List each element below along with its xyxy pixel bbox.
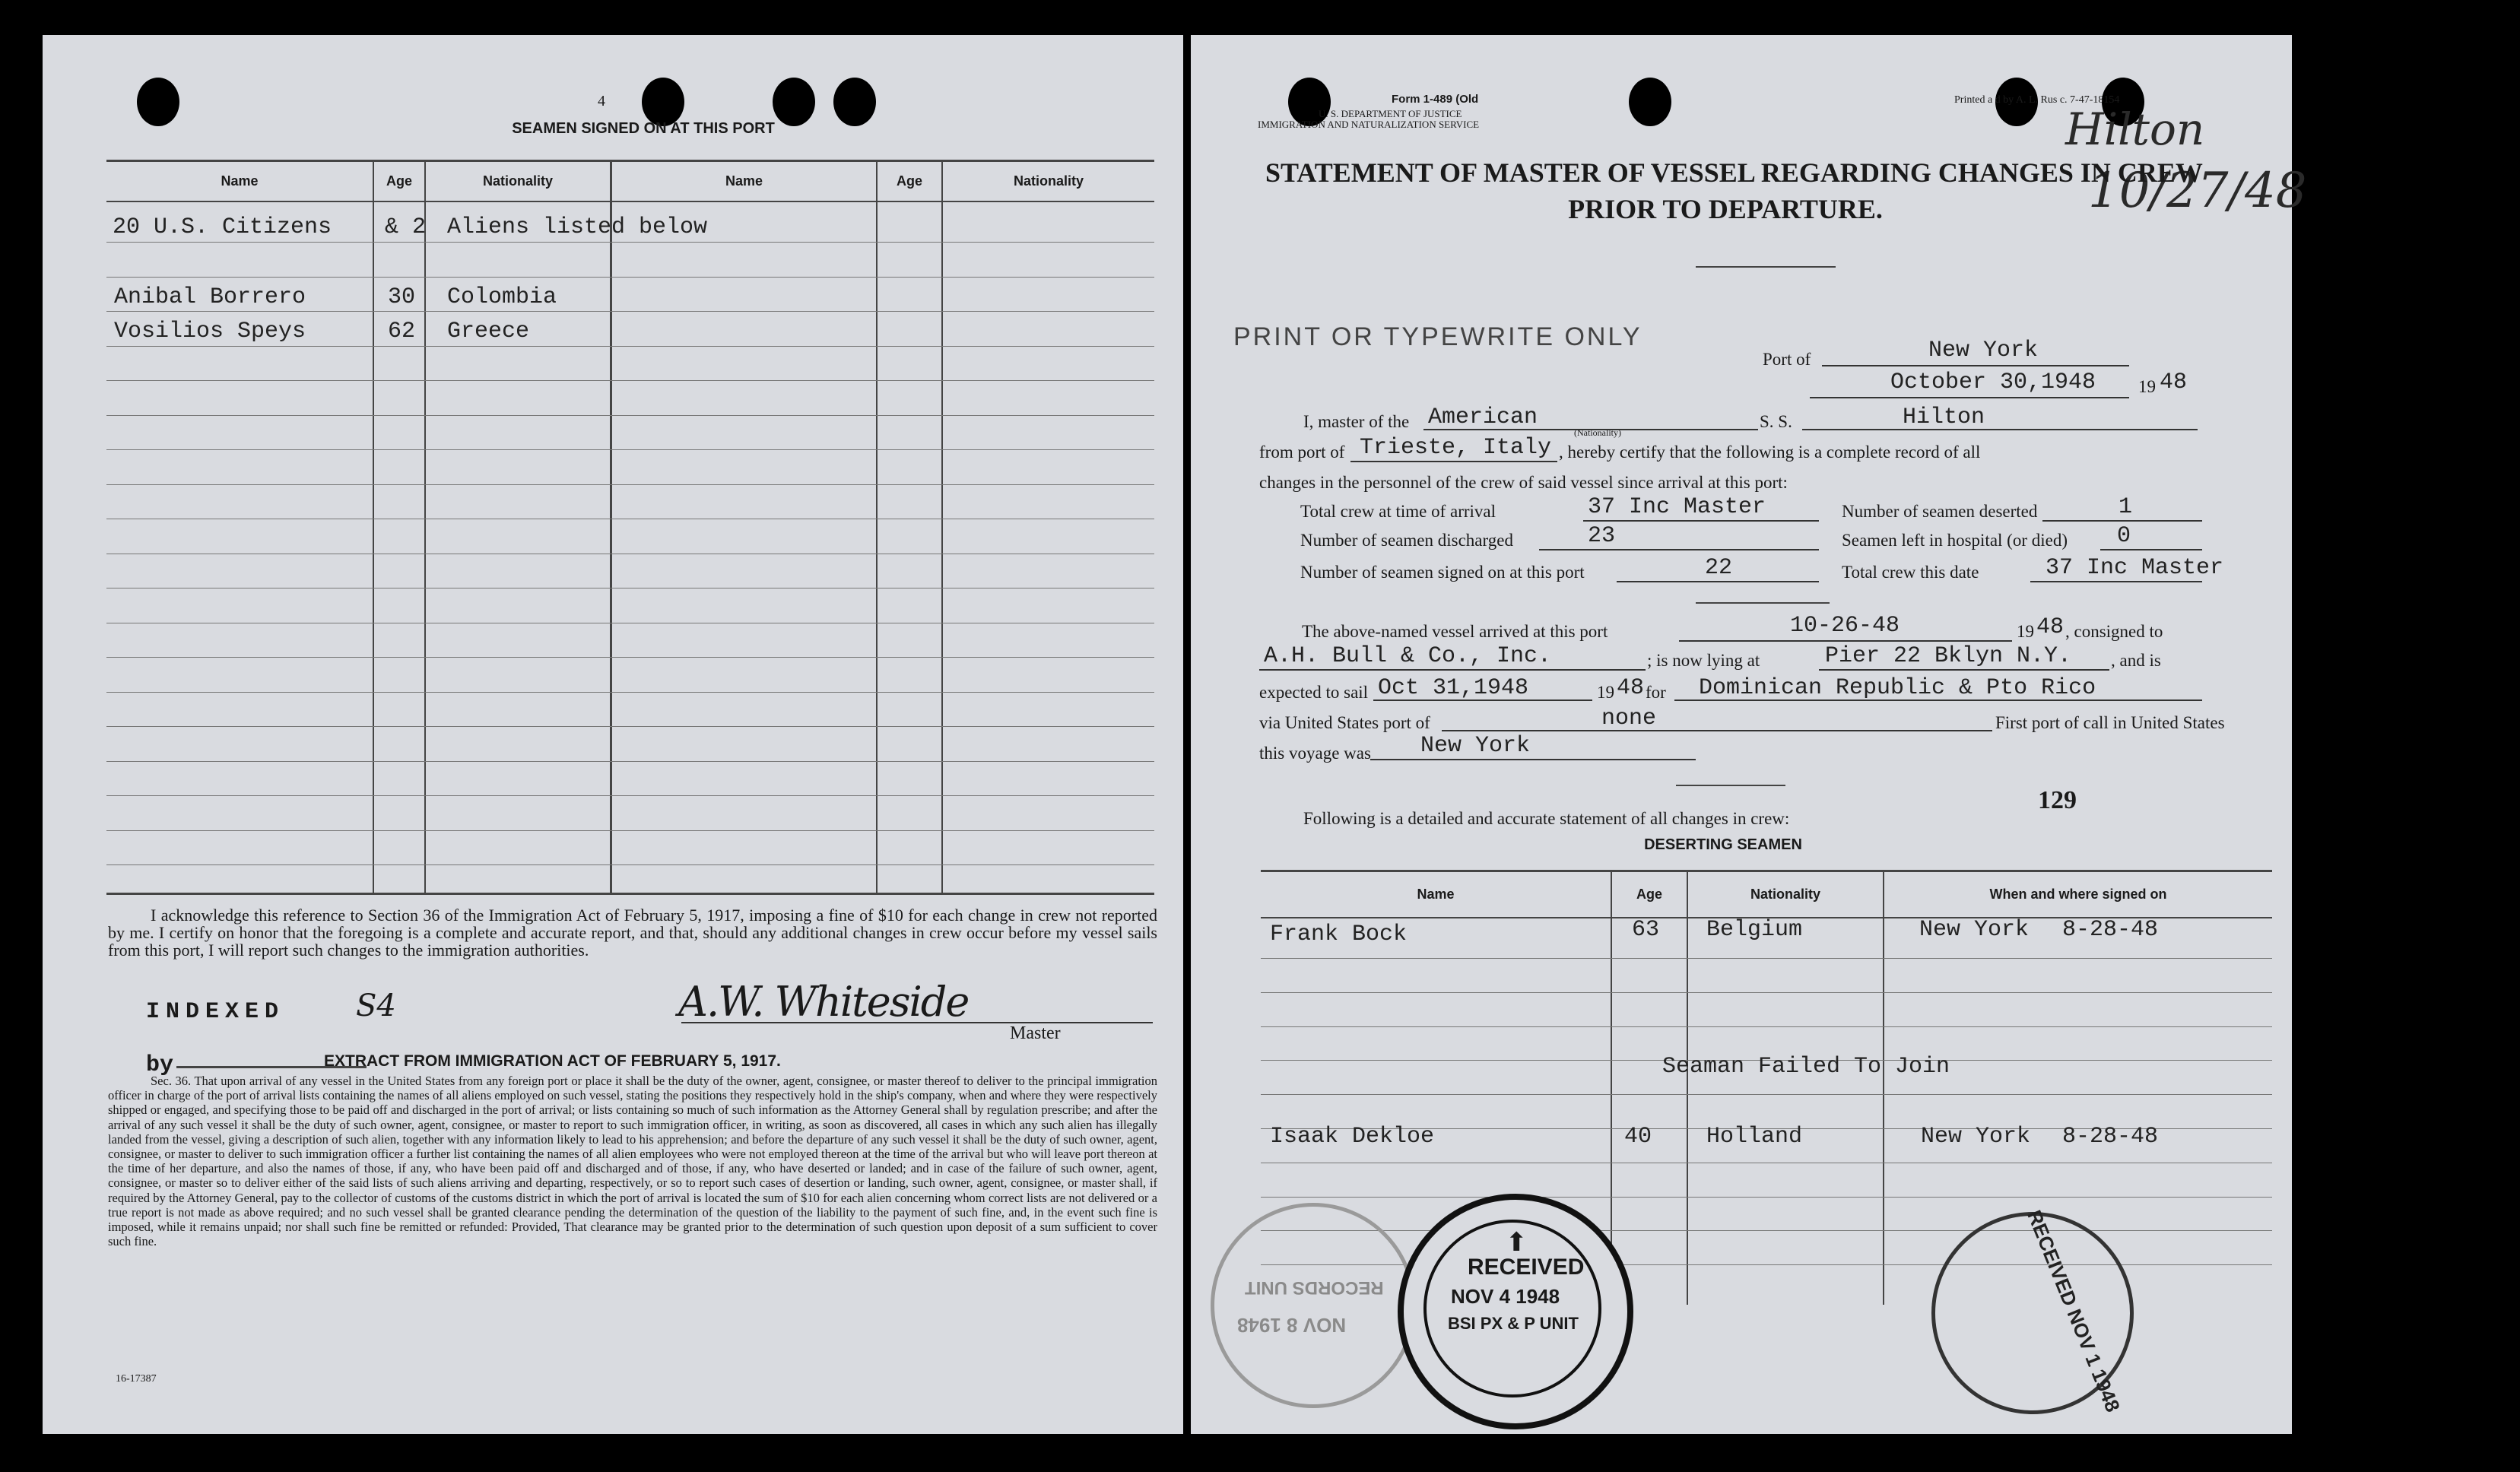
arrival-year-suffix: 48 — [2036, 614, 2065, 640]
extract-title: EXTRACT FROM IMMIGRATION ACT OF FEBRUARY 5, 1917. — [324, 1052, 781, 1070]
punch-hole — [833, 78, 876, 126]
expected-label: expected to sail — [1259, 683, 1369, 702]
punch-hole — [642, 78, 684, 126]
ship-name: Hilton — [1903, 404, 1985, 430]
consigned-label: , consigned to — [2065, 622, 2163, 641]
stamp-left-unit: RECORDS UNIT — [1245, 1277, 1384, 1298]
sail-year-suffix: 48 — [1617, 675, 1645, 701]
failed-when: 8-28-48 — [2062, 1124, 2159, 1150]
via-port: none — [1601, 706, 1657, 731]
total-date-label: Total crew this date — [1842, 563, 1979, 582]
page-title: SEAMEN SIGNED ON AT THIS PORT — [512, 120, 775, 137]
hospital-count: 0 — [2117, 523, 2131, 549]
table-rule — [106, 242, 1154, 243]
deserter-age: 63 — [1632, 917, 1660, 943]
total-crew-arrival-label: Total crew at time of arrival — [1300, 502, 1496, 521]
column-header: Name — [1417, 887, 1455, 902]
voyage-label: this voyage was — [1259, 744, 1371, 763]
discharged-count: 23 — [1588, 523, 1616, 549]
table-rule — [1261, 992, 2272, 993]
printer-note: Printed a d by A. L. Rus c. 7-47-18154 — [1954, 94, 2120, 106]
table-rule — [106, 795, 1154, 796]
page-number: 129 — [2038, 786, 2077, 814]
deserter-where: New York — [1919, 917, 2030, 943]
table-rule — [106, 864, 1154, 865]
extract-text: Sec. 36. That upon arrival of any vessel in the United States from any foreign port or place it shall be the duty of the owner, agent, consignee, or master thereof to deliver to the principal immigration officer in charge of the port of arrival lists containing the names of all aliens employed on such vessel, stating the positions they respectively hold in the ship's company, when and where they were respectively shipped or engaged, and specifying those to be paid off and discharged in the port of arrival; or lists containing so much of such information as the Attorney General shall by regulation prescribe; and after the arrival of any such vessel it shall be the duty of such owner, agent, consignee, or master to report to such immigration officer, in writing, as soon as discovered, all cases in which any such alien has illegally landed from the vessel, giving a description of such alien, together with any information likely to lead to his apprehension; and before the departure of any such vessel it shall be the duty of such owner, agent, consignee, or master to deliver to such immigration officer a further list containing the names of all alien employees who were not employed thereon at the time of the arrival but who will leave port thereon at the time of her departure, and also the names of those, if any, who have been paid off and discharged and of those, if any, who have deserted or landed; and in case of the failure of such owner, agent, consignee, or master so to deliver either of the said lists of such aliens arriving and departing, respectively, or so to report such cases of desertion or landing, such owner, agent, consignee, or master shall, if required by the Attorney General, pay to the collector of customs of the customs district in which the port of arrival is located the sum of $10 for each alien concerning whom correct lists are not delivered or a true report is not made as above required; and no such vessel shall be granted clearance pending the determination of the question of the liability to the payment of such fine, and, in the event such fine is imposed, while it remains unpaid; nor shall such fine be remitted or refunded: Provided, That clearance may be granted prior to the determination of such question upon deposit of a sum sufficient to cover such fine. — [108, 1074, 1157, 1249]
acknowledgment-text: I acknowledge this reference to Section 36 of the Immigration Act of February 5, 1917, imposing a fine of $10 for each change in crew not reported by me. I certify on honor that the foregoing is a complete and accurate report, and that, should any additional changes in crew occur before my vessel sails from this port, I will report such changes to the immigration authorities. — [108, 906, 1157, 960]
and-is-label: , and is — [2111, 651, 2161, 670]
voyage-port: New York — [1420, 733, 1531, 759]
table-rule — [1261, 1230, 2272, 1231]
lying-at: Pier 22 Bklyn N.Y. — [1825, 643, 2072, 669]
failed-age: 40 — [1624, 1124, 1652, 1150]
left-page — [43, 35, 1183, 1434]
from-port-label: from port of — [1259, 443, 1345, 462]
summary-count: & 2 — [385, 214, 427, 240]
consignee: A.H. Bull & Co., Inc. — [1264, 643, 1552, 669]
discharged-label: Number of seamen discharged — [1300, 531, 1513, 550]
seaman-age: 30 — [388, 284, 416, 310]
table-rule — [106, 415, 1154, 416]
table-rule — [106, 346, 1154, 347]
table-rule — [106, 657, 1154, 658]
table-rule — [106, 277, 1154, 278]
table-rule — [106, 726, 1154, 727]
master-nationality: American — [1428, 404, 1538, 430]
handwritten-ship: Hilton — [2065, 103, 2205, 155]
seaman-nationality: Colombia — [447, 284, 557, 310]
records-unit-stamp — [1211, 1203, 1416, 1408]
deserted-count: 1 — [2119, 494, 2133, 520]
table-rule — [1261, 1026, 2272, 1027]
hospital-label: Seamen left in hospital (or died) — [1842, 531, 2068, 550]
handwritten-date: 10/27/48 — [2088, 163, 2307, 219]
seaman-nationality: Greece — [447, 319, 530, 344]
summary-citizens: 20 U.S. Citizens — [113, 214, 332, 240]
master-of-label: I, master of the — [1303, 412, 1410, 431]
destination: Dominican Republic & Pto Rico — [1699, 675, 2096, 701]
table-rule — [106, 449, 1154, 450]
punch-hole — [1629, 78, 1671, 126]
table-rule — [1261, 958, 2272, 959]
port-label: Port of — [1763, 350, 1811, 369]
table-rule — [106, 830, 1154, 831]
indexed-stamp: INDEXED — [146, 999, 285, 1025]
port: New York — [1928, 338, 2039, 363]
form-id: Form 1-489 (Old — [1392, 93, 1479, 106]
form-title: STATEMENT OF MASTER OF VESSEL REGARDING CHANGES IN CREW — [1265, 157, 2203, 188]
stamp-unit: BSI PX & P UNIT — [1448, 1314, 1579, 1333]
failed-name: Isaak Dekloe — [1270, 1124, 1435, 1150]
signed-on-count: 22 — [1705, 555, 1733, 581]
certify-text: , hereby certify that the following is a complete record of all — [1559, 443, 1981, 462]
service: IMMIGRATION AND NATURALIZATION SERVICE — [1258, 119, 1480, 130]
sail-year-prefix: 19 — [1597, 683, 1614, 702]
received-stamp — [1398, 1194, 1633, 1429]
table-rule — [106, 484, 1154, 485]
page-number: 4 — [598, 93, 605, 109]
column-header: Nationality — [1750, 887, 1820, 902]
arrival-date: 10-26-48 — [1790, 613, 1900, 639]
seaman-name: Vosilios Speys — [114, 319, 306, 344]
deserting-title: DESERTING SEAMEN — [1644, 836, 1802, 853]
stamp-right-text: RECEIVED NOV 1 1948 — [2023, 1207, 2125, 1416]
form-subtitle: PRIOR TO DEPARTURE. — [1568, 194, 1883, 224]
column-header: Nationality — [482, 173, 553, 189]
ss-label: S. S. — [1760, 412, 1792, 431]
arrived-label: The above-named vessel arrived at this port — [1302, 622, 1608, 641]
print-notice: PRINT OR TYPEWRITE ONLY — [1233, 322, 1642, 351]
column-header: Name — [221, 173, 259, 189]
master-label: Master — [1010, 1023, 1061, 1043]
nationality-caption: (Nationality) — [1574, 427, 1621, 438]
stamp-left-date: NOV 8 1948 — [1237, 1314, 1347, 1337]
indexed-mark: S4 — [356, 988, 396, 1023]
master-signature: A.W. Whiteside — [678, 978, 969, 1026]
deserter-nationality: Belgium — [1706, 917, 1803, 943]
deserter-name: Frank Bock — [1270, 922, 1408, 947]
table-rule — [106, 380, 1154, 381]
deserter-when: 8-28-48 — [2062, 917, 2159, 943]
column-header: Name — [725, 173, 763, 189]
table-rule — [106, 692, 1154, 693]
column-header: Age — [386, 173, 412, 189]
seaman-name: Anibal Borrero — [114, 284, 306, 310]
arrow-up-icon: ⬆ — [1506, 1229, 1528, 1257]
from-port: Trieste, Italy — [1360, 435, 1552, 461]
table-rule — [106, 761, 1154, 762]
seaman-age: 62 — [388, 319, 416, 344]
right-page — [1191, 35, 2307, 1434]
deserted-label: Number of seamen deserted — [1842, 502, 2038, 521]
for-label: for — [1646, 683, 1666, 702]
nov-received-stamp — [1931, 1207, 2134, 1416]
column-header: Nationality — [1013, 173, 1084, 189]
column-header: Age — [1636, 887, 1662, 902]
arrival-year-prefix: 19 — [2017, 622, 2034, 641]
signed-on-label: Number of seamen signed on at this port — [1300, 563, 1585, 582]
total-crew-arrival: 37 Inc Master — [1588, 494, 1766, 520]
year-suffix: 48 — [2160, 370, 2188, 395]
certify-text-2: changes in the personnel of the crew of said vessel since arrival at this port: — [1259, 473, 1788, 492]
year-prefix: 19 — [2138, 377, 2156, 396]
date: October 30,1948 — [1890, 370, 2096, 395]
sail-date: Oct 31,1948 — [1378, 675, 1529, 701]
table-rule — [106, 311, 1154, 312]
table-rule — [1261, 1094, 2272, 1095]
column-header: When and where signed on — [1989, 887, 2167, 902]
failed-where: New York — [1921, 1124, 2031, 1150]
summary-aliens: Aliens listed below — [447, 214, 708, 240]
punch-hole — [773, 78, 815, 126]
column-header: Age — [896, 173, 922, 189]
punch-hole — [137, 78, 179, 126]
form-code: 16-17387 — [116, 1373, 157, 1385]
by-label: by — [146, 1052, 174, 1078]
table-rule — [1261, 1197, 2272, 1198]
failed-nationality: Holland — [1706, 1124, 1803, 1150]
total-crew-date: 37 Inc Master — [2046, 555, 2224, 581]
first-port-label: First port of call in United States — [1995, 713, 2225, 732]
following-label: Following is a detailed and accurate statement of all changes in crew: — [1303, 809, 1790, 828]
department: U. S. DEPARTMENT OF JUSTICE — [1319, 108, 1462, 119]
stamp-date: NOV 4 1948 — [1451, 1285, 1560, 1308]
failed-to-join-label: Seaman Failed To Join — [1662, 1054, 1950, 1080]
lying-label: ; is now lying at — [1647, 651, 1760, 670]
stamp-received: RECEIVED — [1468, 1255, 1585, 1280]
via-label: via United States port of — [1259, 713, 1430, 732]
